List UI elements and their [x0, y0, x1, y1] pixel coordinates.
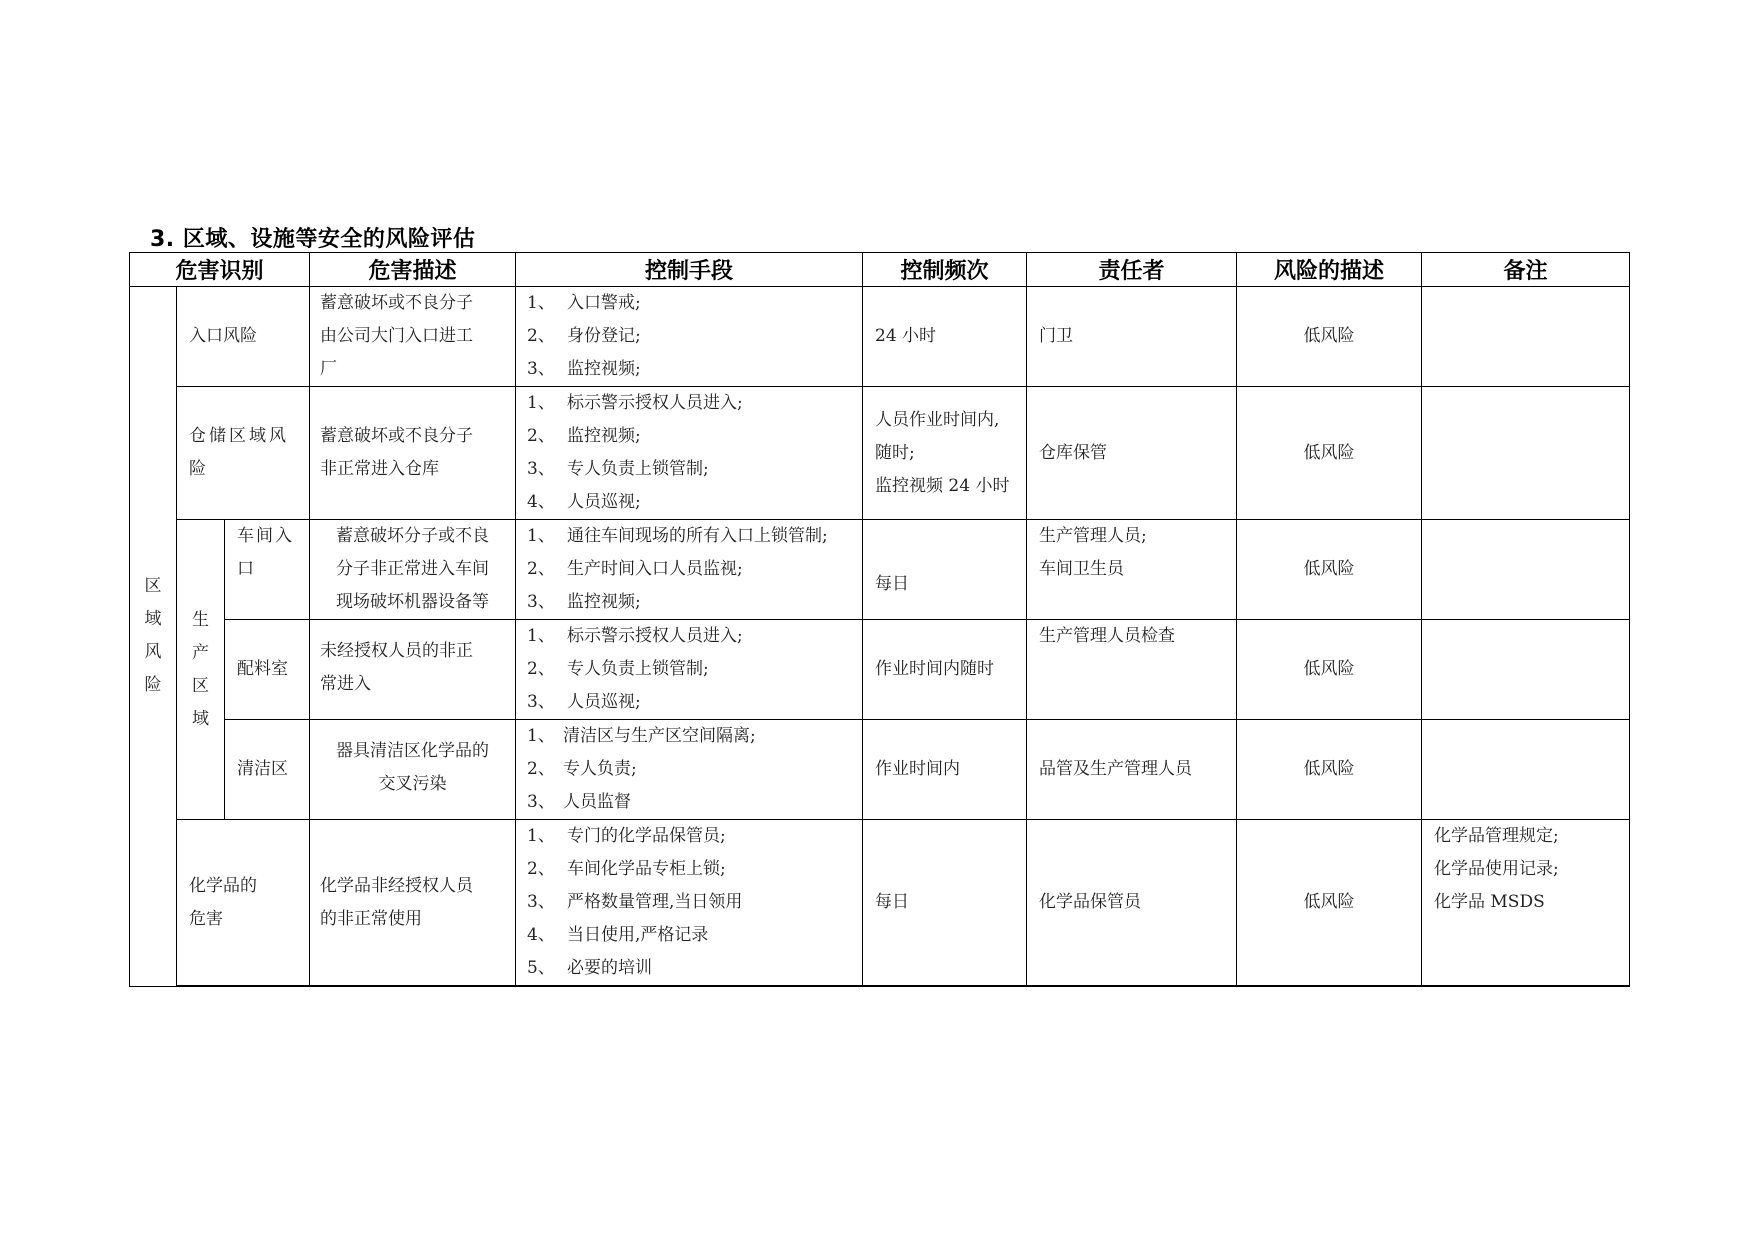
responsible-cell: 门卫 — [1027, 287, 1237, 387]
control-item: 5、 必要的培训 — [527, 958, 652, 978]
responsible-line: 车间卫生员 — [1039, 559, 1124, 579]
description-cell — [310, 820, 516, 987]
hazard-line: 化学品的 — [189, 875, 257, 896]
hazard-cell — [177, 820, 310, 987]
hazard-line: 危害 — [189, 908, 223, 929]
hazard-cell — [177, 387, 310, 520]
description-line: 由公司大门入口进工 — [320, 326, 473, 346]
frequency-line: 随时; — [875, 442, 915, 463]
controls-cell — [516, 520, 863, 620]
control-item: 4、 人员巡视; — [527, 492, 641, 512]
control-item: 1、 标示警示授权人员进入; — [527, 626, 743, 646]
table-row — [130, 720, 1630, 820]
frequency-cell: 24 小时 — [863, 287, 1027, 387]
controls-cell — [516, 720, 863, 820]
controls-cell — [516, 387, 863, 520]
category-label: 区域风险 — [144, 576, 162, 696]
description-cell — [310, 287, 516, 387]
frequency-line: 人员作业时间内, — [875, 409, 1000, 430]
description-cell — [310, 520, 516, 620]
hazard-cell: 配料室 — [225, 620, 310, 720]
control-item: 3、 人员监督 — [527, 792, 631, 812]
header-hazard-description: 危害描述 — [310, 253, 516, 287]
responsible-cell: 品管及生产管理人员 — [1027, 720, 1237, 820]
risk-cell: 低风险 — [1237, 287, 1422, 387]
description-line: 非正常进入仓库 — [320, 459, 439, 479]
table-row — [130, 387, 1630, 520]
description-line: 蓄意破坏或不良分子 — [320, 426, 473, 446]
control-item: 4、 当日使用,严格记录 — [527, 925, 709, 945]
description-line: 现场破坏机器设备等 — [336, 592, 489, 612]
remarks-cell — [1422, 820, 1630, 987]
subcategory-label: 生产区域 — [192, 609, 209, 729]
responsible-cell: 仓库保管 — [1027, 387, 1237, 520]
description-line: 未经授权人员的非正 — [320, 641, 473, 661]
control-item: 2、 生产时间入口人员监视; — [527, 559, 743, 579]
control-item: 3、 监控视频; — [527, 359, 641, 379]
controls-cell — [516, 620, 863, 720]
subcategory-cell — [177, 520, 225, 820]
risk-cell: 低风险 — [1237, 520, 1422, 620]
responsible-cell — [1027, 520, 1237, 620]
description-line: 化学品非经授权人员 — [320, 875, 473, 896]
control-item: 1、 通往车间现场的所有入口上锁管制; — [527, 526, 828, 546]
controls-cell — [516, 287, 863, 387]
control-item: 2、 监控视频; — [527, 426, 641, 446]
risk-assessment-table — [129, 252, 1630, 987]
control-item: 1、 入口警戒; — [527, 293, 641, 313]
hazard-line: 险 — [189, 459, 206, 479]
section-title: 3. 区域、设施等安全的风险评估 — [150, 227, 476, 252]
frequency-cell — [863, 387, 1027, 520]
frequency-cell: 每日 — [863, 520, 1027, 620]
control-item: 1、 专门的化学品保管员; — [527, 826, 726, 846]
category-cell — [130, 287, 177, 987]
header-control-frequency: 控制频次 — [863, 253, 1027, 287]
risk-cell: 低风险 — [1237, 720, 1422, 820]
remarks-cell — [1422, 720, 1630, 820]
hazard-line: 口 — [237, 559, 254, 579]
description-line: 的非正常使用 — [320, 908, 422, 929]
frequency-line: 监控视频 24 小时 — [875, 475, 1010, 496]
table-row — [130, 620, 1630, 720]
responsible-cell: 化学品保管员 — [1027, 820, 1237, 987]
risk-cell: 低风险 — [1237, 387, 1422, 520]
remarks-cell — [1422, 520, 1630, 620]
control-item: 2、 专人负责; — [527, 759, 637, 779]
control-item: 2、 专人负责上锁管制; — [527, 659, 709, 679]
risk-cell: 低风险 — [1237, 620, 1422, 720]
description-line: 常进入 — [320, 674, 371, 694]
table-header-row — [130, 253, 1630, 287]
description-line: 蓄意破坏分子或不良 — [336, 526, 489, 546]
description-line: 器具清洁区化学品的 — [336, 741, 489, 761]
description-cell — [310, 620, 516, 720]
remarks-cell — [1422, 620, 1630, 720]
hazard-cell: 入口风险 — [177, 287, 310, 387]
header-responsible: 责任者 — [1027, 253, 1237, 287]
description-line: 蓄意破坏或不良分子 — [320, 293, 473, 313]
remarks-cell — [1422, 387, 1630, 520]
remarks-cell — [1422, 287, 1630, 387]
responsible-cell: 生产管理人员检查 — [1027, 620, 1237, 720]
table-row — [130, 520, 1630, 620]
responsible-line: 生产管理人员; — [1039, 526, 1147, 546]
description-cell — [310, 387, 516, 520]
hazard-cell — [225, 520, 310, 620]
remarks-line: 化学品管理规定; — [1434, 826, 1559, 846]
header-risk-description: 风险的描述 — [1237, 253, 1422, 287]
description-line: 交叉污染 — [378, 774, 447, 794]
table-row — [130, 820, 1630, 987]
header-control-measures: 控制手段 — [516, 253, 863, 287]
control-item: 3、 严格数量管理,当日领用 — [527, 892, 743, 912]
controls-cell — [516, 820, 863, 987]
frequency-cell: 作业时间内 — [863, 720, 1027, 820]
hazard-line: 仓储区域风 — [189, 426, 289, 446]
hazard-line: 车间入 — [237, 526, 294, 546]
control-item: 3、 专人负责上锁管制; — [527, 459, 709, 479]
frequency-cell: 每日 — [863, 820, 1027, 987]
remarks-line: 化学品使用记录; — [1434, 859, 1559, 879]
control-item: 2、 车间化学品专柜上锁; — [527, 859, 726, 879]
control-item: 1、 清洁区与生产区空间隔离; — [527, 726, 756, 746]
table-row — [130, 287, 1630, 387]
header-hazard-identification: 危害识别 — [130, 253, 310, 287]
control-item: 3、 人员巡视; — [527, 692, 641, 712]
description-line: 分子非正常进入车间 — [336, 559, 489, 579]
control-item: 3、 监控视频; — [527, 592, 641, 612]
description-line: 厂 — [320, 359, 337, 379]
control-item: 1、 标示警示授权人员进入; — [527, 393, 743, 413]
control-item: 2、 身份登记; — [527, 326, 641, 346]
hazard-cell: 清洁区 — [225, 720, 310, 820]
description-cell — [310, 720, 516, 820]
risk-cell: 低风险 — [1237, 820, 1422, 987]
frequency-cell: 作业时间内随时 — [863, 620, 1027, 720]
header-remarks: 备注 — [1422, 253, 1630, 287]
remarks-line: 化学品 MSDS — [1434, 892, 1545, 912]
